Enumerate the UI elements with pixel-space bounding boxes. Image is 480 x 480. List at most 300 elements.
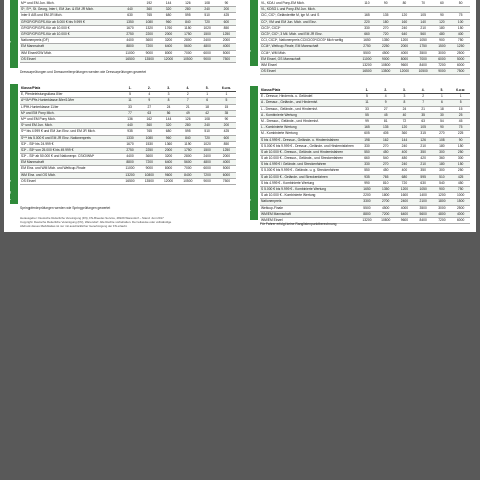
dressage-table — [20, 1, 236, 63]
row-value: 8800 — [363, 211, 371, 216]
row-value: 49 — [186, 110, 190, 115]
row-value: 640 — [401, 31, 408, 36]
row-value: 11 — [365, 100, 369, 105]
row-value: 450 — [382, 168, 389, 173]
row-value: 13500 — [144, 56, 154, 61]
row-value: 11000 — [125, 166, 135, 171]
jumping-note: Springpferdeprüfungen werden wie Springprüfungen gewertet — [20, 206, 111, 210]
row-value: 135 — [382, 13, 389, 18]
row-value: 15 — [458, 106, 463, 111]
row-label: L - Kombinierte Wertung — [261, 125, 297, 130]
row-value — [120, 1, 139, 6]
row-value — [451, 7, 470, 12]
row-value: 480 — [439, 31, 445, 36]
row-value: 6 — [206, 98, 209, 103]
row-value: 4000 — [222, 160, 231, 165]
row-value: 63 — [147, 110, 152, 115]
row-label: CCI4*, WM Mich. — [261, 50, 287, 55]
row-value: 90 — [383, 1, 388, 5]
row-value: 11 — [128, 98, 132, 103]
row-value: 4800 — [203, 44, 211, 49]
row-value: 360 — [401, 131, 408, 136]
row-value: 5600 — [184, 44, 192, 49]
row-value: 3500 — [419, 50, 427, 55]
row-value: 13200 — [125, 172, 135, 177]
row-value: 13200 — [362, 62, 372, 67]
row-value: 1050 — [419, 187, 427, 191]
row-value: 35 — [224, 110, 229, 115]
row-value: 10800 — [381, 62, 391, 67]
row-value: 720 — [401, 180, 408, 185]
row-value: 1 — [225, 92, 228, 97]
row-value: 180 — [439, 25, 445, 30]
row-value: 3000 — [438, 205, 446, 210]
row-value: 4400 — [126, 154, 134, 159]
row-value: 8800 — [126, 160, 134, 165]
row-value: 126 — [185, 1, 191, 5]
row-value: 1760 — [164, 25, 173, 30]
header-cell: Klasse/Platz — [21, 86, 41, 90]
dressage-note: Dressurprüfungen und Dressurreiterprüfungen werden wie Dressurprüfungen gewertet — [20, 70, 147, 74]
row-value: 220 — [364, 19, 370, 24]
row-value: 240 — [401, 162, 408, 167]
row-value: 110 — [364, 1, 370, 5]
row-value: 6400 — [400, 211, 409, 216]
row-value: 1350 — [126, 19, 134, 24]
row-value: 8400 — [419, 217, 427, 222]
row-label: M - Dressur-, Gelände-, und Hindernisf. — [261, 118, 319, 123]
row-value: 13500 — [381, 69, 391, 74]
row-value: 150 — [457, 25, 464, 30]
row-value: 10500 — [183, 56, 193, 61]
row-value: 540 — [439, 180, 445, 185]
row-value: 5 — [459, 100, 462, 105]
row-value: 850 — [223, 25, 230, 30]
row-label: A - Kombinierte Wertung — [261, 112, 297, 117]
row-value: 6000 — [438, 56, 446, 61]
row-value: 140 — [420, 19, 426, 24]
row-label: CIC3*, CIC*, 3 Mil. Mich. und EM JR Einz. — [261, 31, 323, 36]
row-label: S 5.000 € bis 9.999 € - Dressur-, Gelände- und Hindernisfahren — [261, 143, 354, 148]
row-value: 1800 — [438, 199, 446, 204]
row-label: S ab 10.000 € - Dressur-, Gelände- und Hindernisfahren — [261, 149, 344, 154]
jumping-side-label: Springprüfungen — [10, 84, 18, 204]
row-value: 2400 — [203, 38, 211, 43]
row-value: 2800 — [184, 154, 192, 159]
row-label: S 5.000 € bis 9.999 € - Kombinierte Wertung — [261, 187, 326, 191]
row-value: 270 — [382, 143, 389, 148]
driving-side-label: Fahrprüfungen — [250, 86, 258, 220]
row-value: 8000 — [400, 56, 409, 61]
row-value: 144 — [401, 137, 408, 142]
row-value: 21 — [186, 104, 190, 109]
row-label: S3* - S5* von 25.000 € bis 49.999 € — [21, 147, 74, 152]
row-value: 680 — [165, 13, 172, 18]
row-value: 360 — [439, 156, 445, 161]
row-label: VL, KDSG L und Pony-EM Jun. Mich. — [261, 7, 316, 12]
row-value: 240 — [204, 123, 210, 128]
row-value: 595 — [185, 13, 191, 18]
row-value: 1020 — [203, 141, 211, 146]
row-value: 6000 — [203, 50, 211, 55]
row-value: 2700 — [382, 199, 390, 204]
row-value: 9000 — [145, 50, 153, 55]
row-value: 425 — [457, 174, 464, 179]
row-value: 765 — [146, 129, 153, 134]
row-value: 90 — [440, 13, 444, 18]
row-value: 400 — [401, 168, 408, 173]
row-value: 315 — [420, 131, 426, 136]
row-value: 595 — [185, 129, 191, 134]
driving-note: Für Fahrer erfolgt keine Ranglistenpunktberechnung — [260, 222, 337, 226]
row-value: 6000 — [456, 217, 465, 222]
driving-table — [260, 88, 470, 224]
row-label: WM Einz. und OS Mich. — [21, 172, 56, 177]
row-value: 1150 — [184, 25, 192, 30]
row-label: M** und EM Pony Mich. — [21, 116, 56, 121]
row-value: 990 — [364, 180, 370, 185]
row-value: 40 — [402, 112, 407, 117]
header-cell: 4. — [421, 88, 425, 92]
header-cell: 6.u.w. — [456, 88, 466, 92]
row-label: Nationenpreis (DF) — [21, 38, 49, 43]
row-value: 720 — [204, 135, 210, 140]
row-value: 360 — [146, 7, 153, 12]
publisher-footer — [20, 216, 171, 228]
row-value: 6000 — [456, 62, 465, 67]
row-value: 144 — [165, 116, 172, 121]
row-value: 630 — [127, 13, 133, 18]
row-label: CC*, VM und EM Jun. Mich. und Einz. — [261, 19, 317, 24]
row-value: 750 — [457, 187, 464, 191]
row-value: 1750 — [184, 31, 192, 36]
row-label: EM Einzel, OS Mannschaft — [261, 56, 301, 61]
row-value: 7500 — [222, 178, 231, 183]
row-value: 136 — [127, 116, 133, 121]
header-cell: 5. — [205, 86, 209, 90]
row-value: 7200 — [145, 44, 153, 49]
row-value: 1600 — [400, 193, 409, 198]
row-label: M - Kombinierte Wertung — [261, 131, 298, 136]
row-value: 7200 — [382, 211, 390, 216]
row-label: WM/EM Einzel — [261, 217, 283, 222]
row-value: 2750 — [363, 44, 371, 49]
row-value: 2200 — [145, 31, 153, 36]
row-label: S bis 4.999 € - Kombinierte Wertung — [261, 180, 315, 185]
row-value: 720 — [382, 31, 389, 36]
row-label: L/PfH-Hunterklasse 11/ier — [21, 104, 59, 109]
row-value: 10500 — [418, 69, 428, 74]
row-value: 70 — [421, 1, 425, 5]
row-value: 595 — [420, 174, 426, 179]
row-value: 1650 — [363, 38, 371, 43]
row-value: 240 — [204, 7, 210, 12]
row-value: 2500 — [456, 50, 465, 55]
row-value: 1 — [440, 94, 443, 99]
row-value: 5500 — [363, 50, 371, 55]
row-value: 120 — [401, 125, 408, 130]
header-cell: 3. — [403, 88, 406, 92]
row-value: 180 — [439, 162, 445, 167]
row-value: 108 — [204, 1, 210, 5]
row-value: 10800 — [381, 217, 391, 222]
row-value: 280 — [185, 123, 191, 128]
row-value: 12000 — [163, 178, 174, 183]
row-value: 510 — [204, 13, 210, 18]
row-value: 1500 — [203, 147, 211, 152]
row-value: 320 — [165, 7, 172, 12]
row-value: 7200 — [438, 62, 446, 67]
row-value: 3 — [403, 94, 406, 99]
row-value: 150 — [457, 162, 464, 167]
driving-block — [247, 86, 470, 226]
row-label: GP/GP/GP/GPS-Kür ab 10.000 € — [21, 31, 70, 36]
row-value: 11000 — [362, 56, 372, 61]
row-label: WM/EM Mannschaft — [261, 211, 291, 216]
row-label: CIC, CIC*, Geländeritte M, ign M. und S — [261, 13, 320, 18]
row-label: GP/GP/GP/GPS-Kür ab 5.000 € bis 9.999 € — [21, 19, 85, 24]
row-value: 450 — [457, 180, 464, 185]
row-value: 55 — [365, 112, 369, 117]
row-value: 6000 — [203, 166, 211, 171]
row-value: 160 — [401, 19, 408, 24]
row-value: 3000 — [438, 50, 446, 55]
row-value: 9600 — [164, 172, 173, 177]
row-value: 960 — [165, 135, 172, 140]
row-value: 25 — [458, 112, 463, 117]
row-value: 10500 — [183, 178, 193, 183]
row-value: 6400 — [164, 44, 173, 49]
row-value — [376, 7, 395, 12]
row-value: 2 — [186, 92, 189, 97]
row-label: OS Einzel — [21, 56, 36, 61]
row-value: 1500 — [203, 31, 211, 36]
row-value: 42 — [205, 110, 209, 115]
row-value: 5 — [366, 94, 368, 99]
row-value: 680 — [401, 174, 408, 179]
eventing-side-label: Vielseitigkeit — [250, 0, 258, 66]
row-value: 330 — [364, 25, 370, 30]
row-value: 5600 — [419, 211, 427, 216]
row-value: 2000 — [222, 154, 231, 159]
row-label: EM Mannschaft — [21, 44, 44, 49]
row-value: 250 — [457, 168, 464, 173]
row-value: 162 — [382, 137, 389, 142]
row-label: A**/A**/Pfe-Hunterklasse 8/ier/10/ier — [21, 98, 75, 103]
row-value: 9000 — [382, 56, 390, 61]
row-label: S3* - S5* bis 24.999 € — [21, 141, 54, 146]
row-value: 1750 — [419, 44, 427, 49]
row-value: 192 — [146, 1, 153, 5]
row-label: OS Einzel — [261, 69, 276, 74]
row-value: 12000 — [399, 69, 410, 74]
row-value: 150 — [457, 143, 464, 148]
row-value: 2500 — [456, 205, 465, 210]
row-value: 90 — [224, 116, 229, 121]
row-value: 5000 — [456, 56, 465, 61]
row-value: 2 — [422, 94, 425, 99]
row-value: 8000 — [164, 166, 173, 171]
row-value: 1670 — [126, 25, 134, 30]
row-value: 6000 — [222, 172, 231, 177]
row-value: 935 — [127, 129, 133, 134]
row-label: GP/GP/GP/GPS-Kür ab 10.000 € — [21, 25, 70, 30]
row-value: 90 — [224, 1, 229, 5]
row-value: 4000 — [222, 44, 231, 49]
row-value: 5 — [225, 98, 228, 103]
row-value: 765 — [382, 174, 389, 179]
row-value: 2800 — [184, 38, 192, 43]
row-label: S ab 10.000 € - Kombinierte Wertung — [261, 193, 316, 198]
row-value: 2400 — [203, 154, 211, 159]
header-cell: 1. — [365, 88, 369, 92]
row-value: 1250 — [456, 44, 465, 49]
row-label: E - Dressur, Hindernis- u. Geländef. — [261, 94, 314, 99]
row-value: 81 — [383, 118, 388, 123]
row-value: 440 — [127, 123, 133, 128]
row-value: 400 — [457, 31, 464, 36]
row-value: 1200 — [438, 193, 446, 198]
row-value: 100 — [457, 19, 464, 24]
row-value: 5600 — [184, 160, 192, 165]
row-value: 12000 — [163, 56, 174, 61]
header-cell: 4. — [186, 86, 190, 90]
row-value: 330 — [364, 143, 370, 148]
row-label: Inter II A/B und EM JR Mich. — [21, 13, 63, 18]
jumping-table — [20, 86, 236, 185]
row-value: 2100 — [419, 199, 427, 204]
row-value: 8 — [403, 100, 406, 105]
row-value: 126 — [420, 137, 426, 142]
table-row — [20, 57, 236, 63]
row-value: 63 — [421, 118, 425, 123]
row-label: S 5.000 € bis 9.999 € - Gelände- u. g. Streckenfahren — [261, 168, 340, 173]
dressage-block — [7, 0, 236, 76]
row-label: OS Einzel — [21, 178, 36, 183]
row-value: 4 — [384, 94, 387, 99]
row-label: M** und EM Jun. Mich. — [21, 1, 55, 5]
row-value: 510 — [439, 174, 445, 179]
row-value: 210 — [420, 143, 426, 148]
row-value: 6400 — [164, 160, 173, 165]
row-value: 4500 — [382, 50, 390, 55]
table-row — [20, 179, 236, 185]
row-value: 300 — [457, 156, 464, 161]
row-value: 320 — [165, 123, 172, 128]
row-value: 108 — [204, 116, 210, 121]
row-value: 3300 — [363, 199, 371, 204]
row-value: 550 — [364, 149, 370, 154]
row-value: 270 — [439, 131, 445, 136]
row-value: 16500 — [362, 69, 372, 74]
row-label: CIC3*, CIC3* — [261, 25, 281, 30]
row-label: WM Einzel/OW Mich. — [21, 50, 53, 55]
row-value: 2000 — [164, 31, 173, 36]
row-value: 300 — [439, 168, 445, 173]
row-value: 420 — [420, 156, 426, 161]
row-value: 200 — [223, 123, 230, 128]
row-value: 200 — [223, 7, 230, 12]
row-value: 2000 — [400, 44, 409, 49]
row-value: 11000 — [125, 50, 135, 55]
row-value — [395, 7, 414, 12]
row-value: 9000 — [438, 69, 446, 74]
row-value: 935 — [364, 174, 370, 179]
row-value: 77 — [128, 110, 132, 115]
row-value: 4000 — [456, 211, 465, 216]
row-value: 810 — [382, 180, 389, 185]
row-value: 60 — [440, 1, 444, 5]
row-value: 56 — [166, 110, 171, 115]
row-label: S bis 4.999 € / Gelände- und Streckenfahren — [261, 162, 327, 167]
row-value — [433, 7, 452, 12]
row-value: 45 — [383, 112, 388, 117]
row-label: S bis 4.999 € - Dressur-, Gelände- u. Hindernisfahren — [261, 137, 340, 142]
row-value: 2200 — [363, 193, 371, 198]
row-value: 1250 — [222, 147, 231, 152]
row-value: 13500 — [144, 178, 154, 183]
row-value: 5500 — [363, 205, 371, 210]
row-value: 4 — [148, 92, 151, 97]
row-value: 7 — [186, 98, 189, 103]
row-value: 480 — [401, 156, 408, 161]
row-value: 120 — [439, 19, 445, 24]
row-value: 350 — [420, 149, 426, 154]
row-value — [358, 7, 377, 12]
row-value: 35 — [421, 112, 425, 117]
row-value: 540 — [382, 156, 389, 161]
row-value: 9600 — [400, 62, 409, 67]
row-value: 660 — [364, 156, 370, 161]
row-value: 550 — [364, 168, 370, 173]
row-value: 560 — [420, 31, 426, 36]
row-value: 72 — [402, 118, 407, 123]
row-value: 4800 — [203, 160, 211, 165]
row-value: 7000 — [184, 166, 192, 171]
row-value: 105 — [420, 125, 426, 130]
row-value: 4800 — [438, 211, 446, 216]
row-value: 90 — [458, 137, 463, 142]
row-value: 240 — [401, 143, 408, 148]
row-value: 1200 — [400, 38, 409, 43]
row-value: 8000 — [164, 50, 173, 55]
row-value — [414, 7, 433, 12]
row-value: 1080 — [145, 135, 153, 140]
row-value: 9000 — [145, 166, 153, 171]
row-value: 1400 — [419, 193, 427, 198]
row-value: 1 — [459, 94, 462, 99]
row-value: 840 — [185, 19, 191, 24]
row-value: 5 — [129, 92, 131, 97]
row-label: L - Dressur-, Gelände-, und Hindernisf. — [261, 106, 318, 111]
row-value: 144 — [165, 1, 172, 5]
row-value: 2000 — [164, 147, 173, 152]
eventing-table — [260, 1, 470, 75]
row-value: 350 — [420, 168, 426, 173]
row-value: 27 — [383, 106, 388, 111]
row-value: 3200 — [164, 154, 173, 159]
document-page — [4, 0, 476, 232]
row-value: 1530 — [145, 141, 153, 146]
row-label: S*, S**, St. Georg, Inter I, EM Jun. & EM JR Mich. — [21, 7, 94, 12]
row-value: 3600 — [145, 154, 153, 159]
row-value: 9600 — [400, 217, 409, 222]
row-value: 210 — [420, 25, 426, 30]
row-value: 7000 — [184, 50, 192, 55]
row-value: 1650 — [363, 187, 371, 191]
row-value: 600 — [223, 19, 230, 24]
row-value: 50 — [458, 1, 463, 5]
